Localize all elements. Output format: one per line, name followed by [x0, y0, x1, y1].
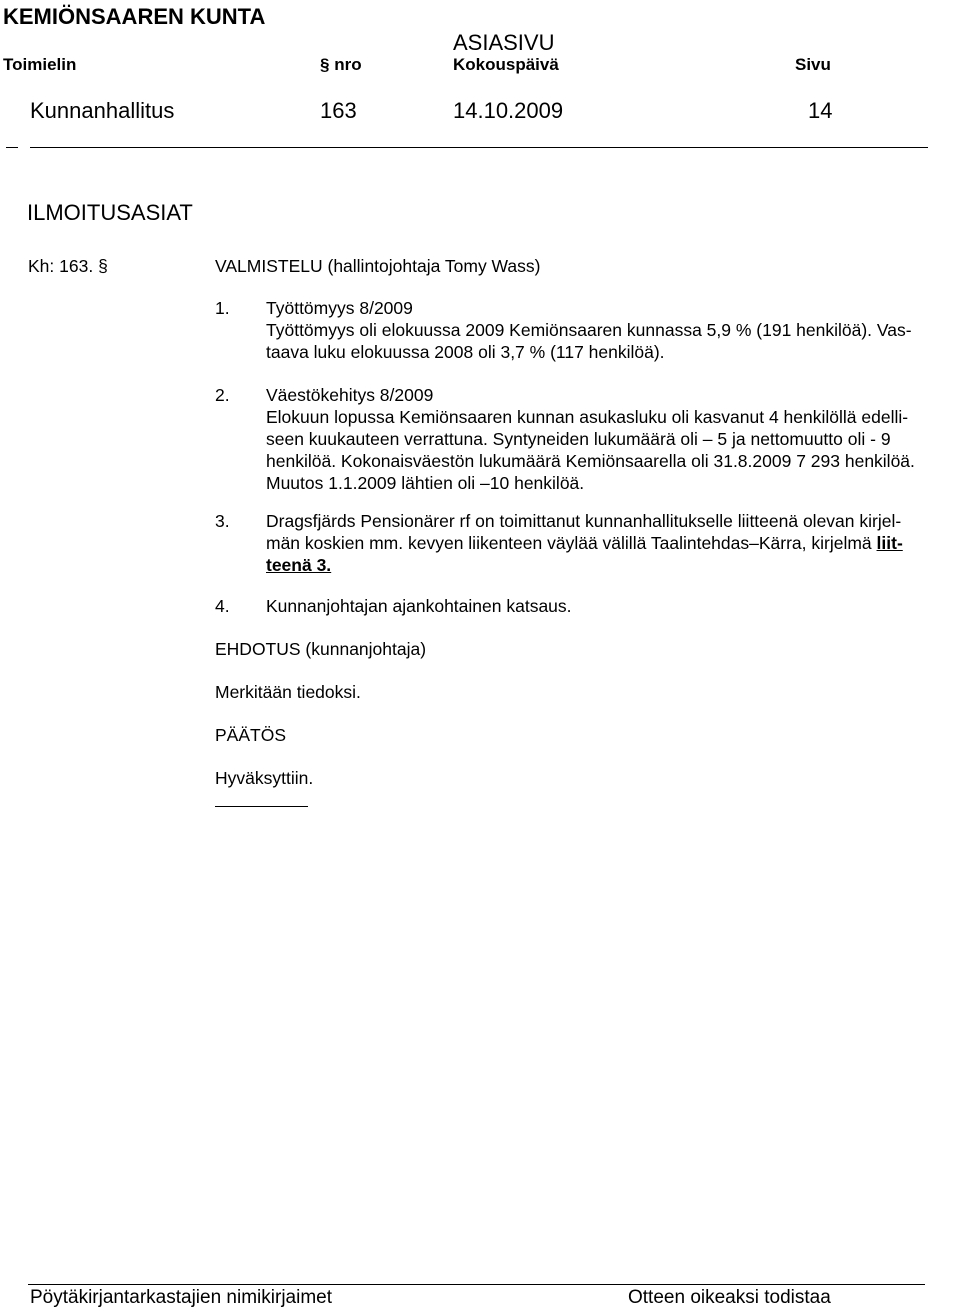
header-divider: [30, 147, 928, 148]
col-label-nro: nro: [334, 55, 362, 74]
meta-nro: 163: [320, 98, 357, 123]
footer-certify-label: Otteen oikeaksi todistaa: [628, 1287, 831, 1308]
header-divider-stub: [6, 147, 18, 148]
item-2-line: Muutos 1.1.2009 lähtien oli –10 henkilöä.: [266, 473, 585, 493]
item-3-line: [266, 554, 956, 576]
col-label-date: Kokouspäivä: [453, 55, 559, 74]
item-4-body: Kunnanjohtajan ajankohtainen katsaus.: [266, 596, 572, 616]
org-name: KEMIÖNSAAREN KUNTA: [3, 4, 266, 29]
attachment-link-cont[interactable]: teenä 3.: [266, 555, 332, 575]
item-1-number: 1.: [215, 298, 230, 318]
item-2-line: seen kuukauteen verrattuna. Syntyneiden lukumäärä oli – 5 ja nettomuutto oli - 9: [266, 429, 891, 449]
footer-divider: [28, 1284, 925, 1285]
meta-page: 14: [808, 98, 833, 123]
doc-type: ASIASIVU: [453, 30, 555, 55]
meta-date: 14.10.2009: [453, 98, 564, 123]
kh-section-sign: §: [98, 256, 108, 276]
item-1-line: Työttömyys 8/2009: [266, 298, 413, 318]
meta-body: Kunnanhallitus: [30, 98, 175, 123]
proposal-text: Merkitään tiedoksi.: [215, 682, 361, 702]
page-title: ILMOITUSASIAT: [27, 200, 193, 225]
preparer-line: VALMISTELU (hallintojohtaja Tomy Wass): [215, 256, 541, 276]
section-sign: [320, 55, 362, 75]
item-1-line: taava luku elokuussa 2008 oli 3,7 % (117 henkilöä).: [266, 342, 665, 362]
proposal-heading: EHDOTUS (kunnanjohtaja): [215, 639, 427, 659]
item-3-line: [266, 532, 956, 554]
kh-ref-number: Kh: 163.: [28, 256, 94, 276]
item-2-body: [266, 384, 956, 494]
col-label-page: Sivu: [795, 55, 831, 74]
end-rule: [215, 806, 308, 807]
item-3-text: män koskien mm. kevyen liikenteen väylää välillä Taalintehdas–Kärra, kirjelmä: [266, 533, 877, 553]
decision-heading: PÄÄTÖS: [215, 725, 286, 745]
decision-text: Hyväksyttiin.: [215, 768, 314, 788]
item-1-line: Työttömyys oli elokuussa 2009 Kemiönsaaren kunnassa 5,9 % (191 henkilöä). Vas-: [266, 320, 912, 340]
item-2-line: Väestökehitys 8/2009: [266, 385, 434, 405]
col-label-section: §: [320, 55, 330, 74]
kh-ref: [28, 255, 108, 277]
item-3-body: [266, 510, 956, 576]
item-2-line: Elokuun lopussa Kemiönsaaren kunnan asukasluku oli kasvanut 4 henkilöllä edelli-: [266, 407, 909, 427]
attachment-link[interactable]: liit-: [876, 533, 903, 553]
item-3-number: 3.: [215, 511, 230, 531]
item-3-line: Dragsfjärds Pensionärer rf on toimittanut kunnanhallitukselle liitteenä olevan kirjel-: [266, 511, 902, 531]
col-label-body: Toimielin: [3, 55, 77, 74]
item-1-body: [266, 297, 956, 363]
item-2-line: henkilöä. Kokonaisväestön lukumäärä Kemiönsaarella oli 31.8.2009 7 293 henkilöä.: [266, 451, 915, 471]
item-4-number: 4.: [215, 596, 230, 616]
item-2-number: 2.: [215, 385, 230, 405]
footer-initials-label: Pöytäkirjantarkastajien nimikirjaimet: [30, 1287, 332, 1308]
